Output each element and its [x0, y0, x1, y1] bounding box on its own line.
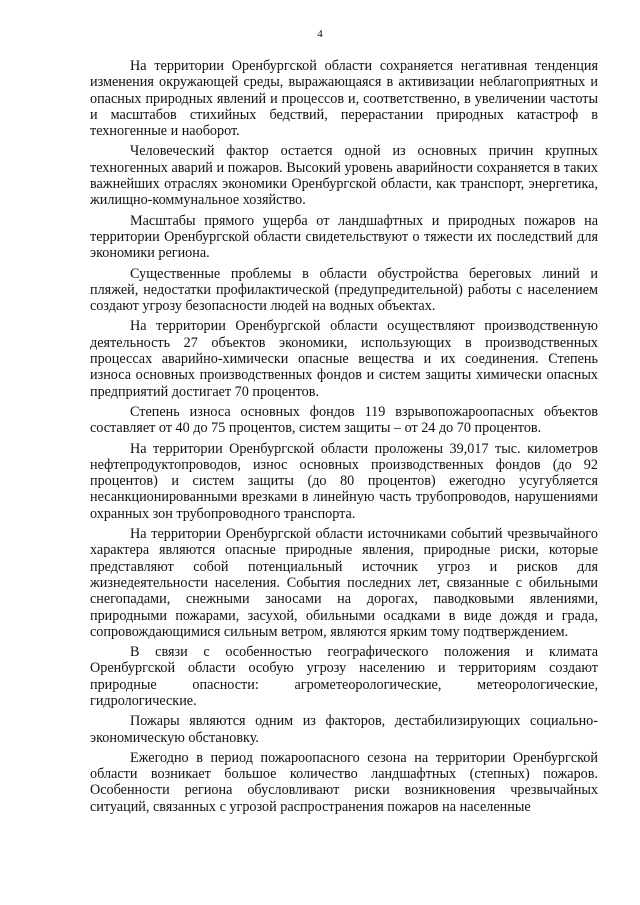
page-number: 4 — [317, 28, 323, 40]
paragraph: На территории Оренбургской области сохраняется негативная тенденция изменения окружающей среды, выражающаяся в активизации неблагоприятных и опасных природных явлений и процессов и, соответственно, в увеличении частоты и масштабов стихийных бедствий, перерастании природных катастроф в техногенные и наоборот. — [90, 58, 598, 140]
paragraph: Ежегодно в период пожароопасного сезона на территории Оренбургской области возникает большое количество ландшафтных (степных) пожаров. Особенности региона обусловливают риски возникновения чрезвычайных ситуаций, связанных с угрозой распространения пожаров на населенные — [90, 749, 598, 815]
paragraph: Масштабы прямого ущерба от ландшафтных и природных пожаров на территории Оренбургской области свидетельствуют о тяжести их последствий для экономики региона. — [90, 212, 598, 262]
paragraph: На территории Оренбургской области источниками событий чрезвычайного характера являются опасные природные явления, природные риски, которые представляют собой потенциальный источник угроз и рисков для жизнедеятельности населения. События последних лет, связанные с обильными снегопадами, снежными заносами на дорогах, паводковыми явлениями, природными пожарами, засухой, обильными осадками в виде дождя и града, сопровождающимися сильным ветром, являются ярким тому подтверждением. — [90, 526, 598, 640]
paragraph: Пожары являются одним из факторов, дестабилизирующих социально-экономическую обстановку. — [90, 713, 598, 746]
paragraph: На территории Оренбургской области проложены 39,017 тыс. километров нефтепродуктопроводов, износ основных производственных фондов (до 92 процентов) и систем защиты (до 80 процентов) ежегодно усугубляется несанкционированными врезками в линейную часть трубопроводов, нарушениями охранных зон трубопроводного транспорта. — [90, 440, 598, 522]
body-text — [90, 58, 598, 819]
paragraph: Человеческий фактор остается одной из основных причин крупных техногенных аварий и пожаров. Высокий уровень аварийности сохраняется в таких важнейших отраслях экономики Оренбургской области, как транспорт, энергетика, жилищно-коммунальное хозяйство. — [90, 143, 598, 209]
paragraph: Степень износа основных фондов 119 взрывопожароопасных объектов составляет от 40 до 75 процентов, систем защиты – от 24 до 70 процентов. — [90, 403, 598, 437]
paragraph: На территории Оренбургской области осуществляют производственную деятельность 27 объектов экономики, использующих в производственных процессах аварийно-химически опасные вещества и их соединения. Степень износа основных производственных фондов и систем защиты химически опасных предприятий достигает 70 процентов. — [90, 318, 598, 400]
paragraph: В связи с особенностью географического положения и климата Оренбургской области особую угрозу населению и территориям создают природные опасности: агрометеорологические, метеорологические, гидрологические. — [90, 644, 598, 709]
paragraph: Существенные проблемы в области обустройства береговых линий и пляжей, недостатки профилактической (предупредительной) работы с населением создают угрозу безопасности людей на водных объектах. — [90, 265, 598, 315]
